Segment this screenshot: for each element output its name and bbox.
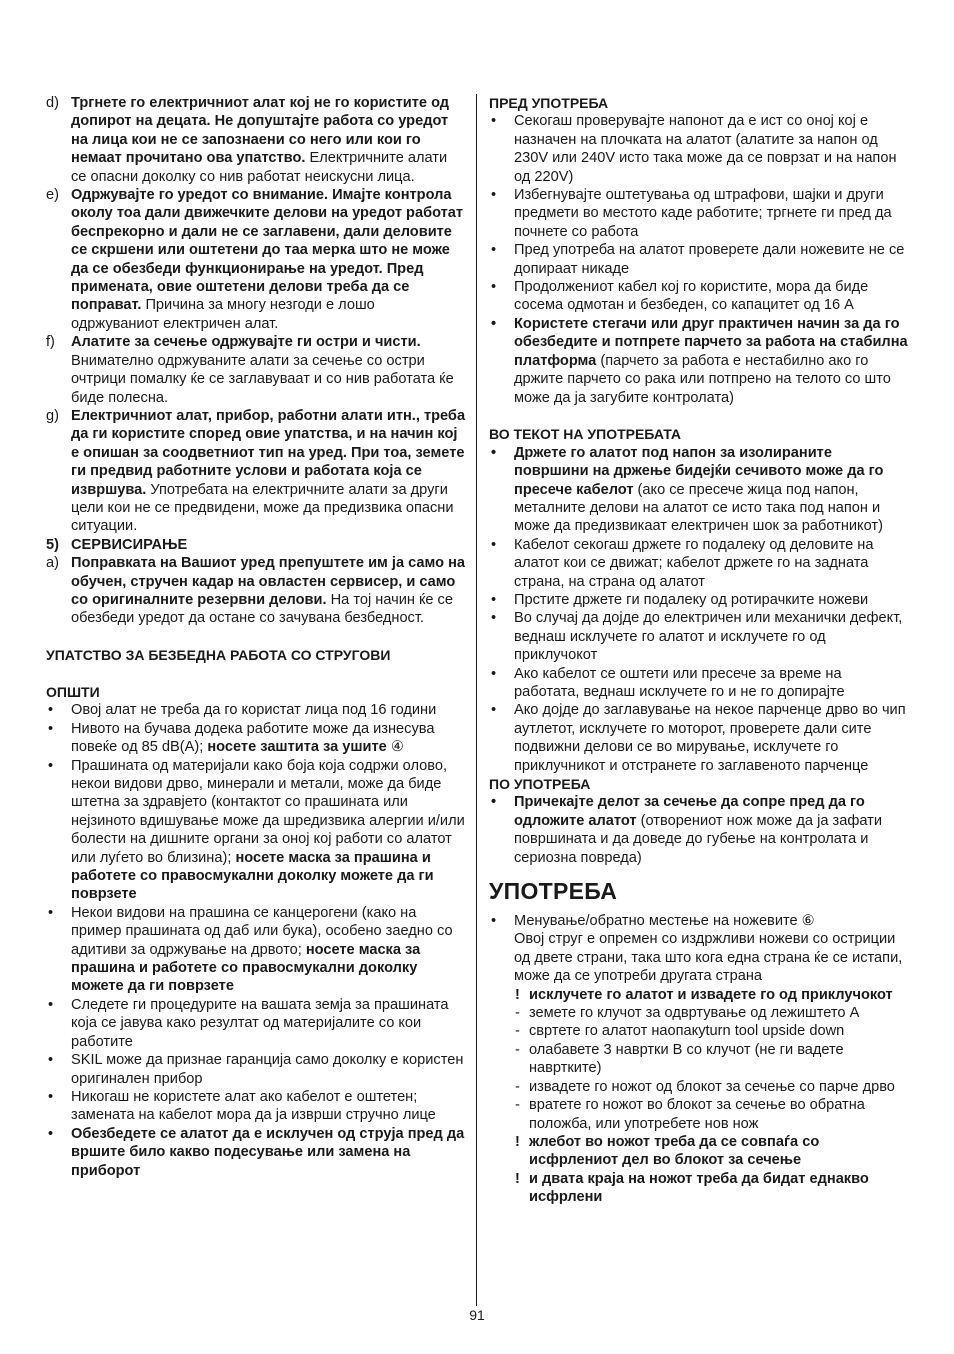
list-item: • Ако дојде до заглавување на некое парченце дрво во чип аутлетот, исклучете го моторот, проверете дали сите подвижни делови се во мирување, исклучете го приклучникот и отстранете го заглавеното парченце bbox=[491, 702, 906, 774]
section-heading-general: ОПШТИ bbox=[46, 683, 100, 700]
step-item: - извадете го ножот од блокот за сечење со парче дрво bbox=[515, 1078, 895, 1095]
list-item: • Менување/обратно местење на ножевите ⑥ Овој струг е опремен со издржливи ножеви со остриции од двете страни, така што кога една страна ќе се истапи, може да се употреби другата страна bbox=[491, 913, 903, 985]
section-heading-during-use: ВО ТЕКОТ НА УПОТРЕБАТА bbox=[489, 426, 682, 443]
list-item: • Никогаш не користете алат ако кабелот е оштетен; замената на кабелот мора да ја изврши стручно лице bbox=[48, 1088, 436, 1124]
list-item: • Држете го алатот под напон за изолираните површини на држење бидејќи сечивото може да го пресече кабелот (ако се пресече жица под напон, металните делови на алатот се исто така под напон и може да предизвикаат електричен шок за работникот) bbox=[491, 444, 884, 535]
section-heading-before-use: ПРЕД УПОТРЕБА bbox=[489, 95, 609, 111]
list-item: • Ако кабелот се оштети или пресече за време на работата, веднаш исклучете го и не го допирајте bbox=[491, 665, 845, 700]
step-item: - свртете го алатот наопакуturn tool upside down bbox=[515, 1023, 845, 1040]
list-item: • Следете ги процедурите на вашата земја за прашината која се јавува како резултат од материјалите со кои работите bbox=[48, 996, 449, 1050]
list-item: • Некои видови на прашина се канцерогени (како на пример прашината од даб или бука), особено заедно со адитиви за одржување на дрвото; носете маска за прашина и работете со правосмукални доколку можете да ги поврзете bbox=[48, 904, 453, 995]
list-item: • Прстите држете ги подалеку од ротирачките ножеви bbox=[491, 591, 869, 608]
list-item: • Прашината од материјали како боја која содржи олово, некои видови дрво, минерали и метали, може да биде штетна за здравјето (контактот со прашината или нејзиното вдишување може да шредизвика алергии и/или болести на дишните органи за оној кој работи со алатот или луѓето во близина); носете маска за прашина и работете со правосмукални доколку можете да ги поврзете bbox=[48, 757, 465, 903]
step-item: ! исклучете го алатот и извадете го од приклучокот bbox=[515, 986, 893, 1003]
list-item: g) Електричниот алат, прибор, работни алати итн., треба да ги користите според овие упатства, и на начин кој е опишан за соодветниот тип на уред. При тоа, земете ги предвид работните услови и работата која се извршува. Употребата на електричните алати за други цели кои не се предвидени, може да предизвика опасни ситуации. bbox=[46, 407, 466, 535]
step-item: ! жлебот во ножот треба да се совпаѓа со исфрлениот дел во блокот за сечење bbox=[515, 1133, 820, 1169]
list-item: f) Алатите за сечење одржувајте ги остри и чисти. Внимателно одржуваните алати за сечење со остри очтрици помалку ќе се заглавуваат и со нив работата ќе биде полесна. bbox=[46, 334, 454, 406]
list-item: • Во случај да дојде до електричен или механички дефект, веднаш исклучете го алатот и исклучете го од приклучокот bbox=[491, 610, 903, 664]
list-item: d) Тргнете го електричниот алат кој не го користите од допирот на децата. Не допуштајте работа со уредот на лица кои не се запознаени со него или кои го немаат прочитано ова упатство. Електричните алати се опасни доколку со нив работат неискусни лица. bbox=[46, 95, 450, 185]
page-number: 91 bbox=[469, 1307, 485, 1323]
list-item: • Причекајте делот за сечење да сопре пред да го одложите алатот (отворениот нож може да ја зафати површината и да доведе до губење на контролата и сериозна повреда) bbox=[491, 794, 882, 866]
column-divider bbox=[476, 94, 477, 1306]
step-item: ! и двата краја на ножот треба да бидат еднакво исфрлени bbox=[515, 1170, 869, 1206]
list-item: • SKIL може да признае гаранција само доколку е користен оригинален прибор bbox=[48, 1052, 464, 1087]
section-heading-safety: УПАТСТВО ЗА БЕЗБЕДНА РАБОТА СО СТРУГОВИ bbox=[46, 647, 391, 664]
list-item: • Користете стегачи или друг практичен начин за да го обезбедите и потпрете парчето за работа на стабилна платформа (парчето за работа е нестабилно ако го држите парчето со рака или потпрено на телото со што може да ја загубите контролата) bbox=[491, 315, 908, 406]
list-item: • Обезбедете се алатот да е исклучен од струја пред да вршите било какво подесување или замена на приборот bbox=[48, 1125, 465, 1179]
list-item: • Пред употреба на алатот проверете дали ножевите не се допираат никаде bbox=[491, 242, 905, 277]
list-item: • Кабелот секогаш држете го подалеку од деловите на алатот кои се движат; кабелот држете го на задната страна, на страна од алатот bbox=[491, 536, 874, 590]
list-item: a) Поправката на Вашиот уред препуштете им ја само на обучен, стручен кадар на овластен сервисер, и само со оригиналните резервни делови. На тој начин ќе се обезбеди уредот да остане со зачувана безбедност. bbox=[46, 555, 466, 627]
list-item: • Продолжениот кабел кој го користите, мора да биде сосема одмотан и безбеден, со капацитет од 16 A bbox=[491, 279, 869, 314]
left-column bbox=[46, 94, 466, 1180]
section-heading-after-use: ПО УПОТРЕБА bbox=[489, 776, 591, 793]
list-item: • Секогаш проверувајте напонот да е ист со оној кој е назначен на плочката на алатот (алатите за напон од 230V или 240V исто така може да се поврзат и на напон од 220V) bbox=[491, 113, 897, 185]
section-heading-service: 5) СЕРВИСИРАЊЕ bbox=[46, 536, 188, 553]
section-title-usage: УПОТРЕБА bbox=[489, 878, 618, 905]
list-item: • Избегнувајте оштетувања од штрафови, шајки и други предмети во местото каде работите; тргнете ги пред да почнете со работа bbox=[491, 187, 892, 240]
right-column bbox=[489, 94, 909, 1207]
list-item: • Нивото на бучава додека работите може да изнесува повеќе од 85 dB(A); носете заштита за ушите ④ bbox=[48, 720, 435, 756]
step-item: - вратете го ножот во блокот за сечење во обратна положба, или употребете нов нож bbox=[515, 1097, 865, 1132]
step-item: - олабавете 3 навртки B со клучот (не ги вадете навртките) bbox=[515, 1041, 844, 1077]
list-item: • Овој алат не треба да го користат лица под 16 години bbox=[48, 702, 437, 719]
step-item: - земете го клучот за одвртување од лежиштето A bbox=[515, 1005, 860, 1022]
list-item: e) Одржувајте го уредот со внимание. Имајте контрола околу тоа дали движечките делови на уредот работат беспрекорно и дали не се заглавени, дали деловите се скршени или оштетени до таа мерка што не може да се обезбеди функционирање на уредот. Пред примената, овие оштетени делови треба да се поправат. Причина за многу незгоди е лошо одржуваниот електричен алат. bbox=[46, 187, 464, 332]
